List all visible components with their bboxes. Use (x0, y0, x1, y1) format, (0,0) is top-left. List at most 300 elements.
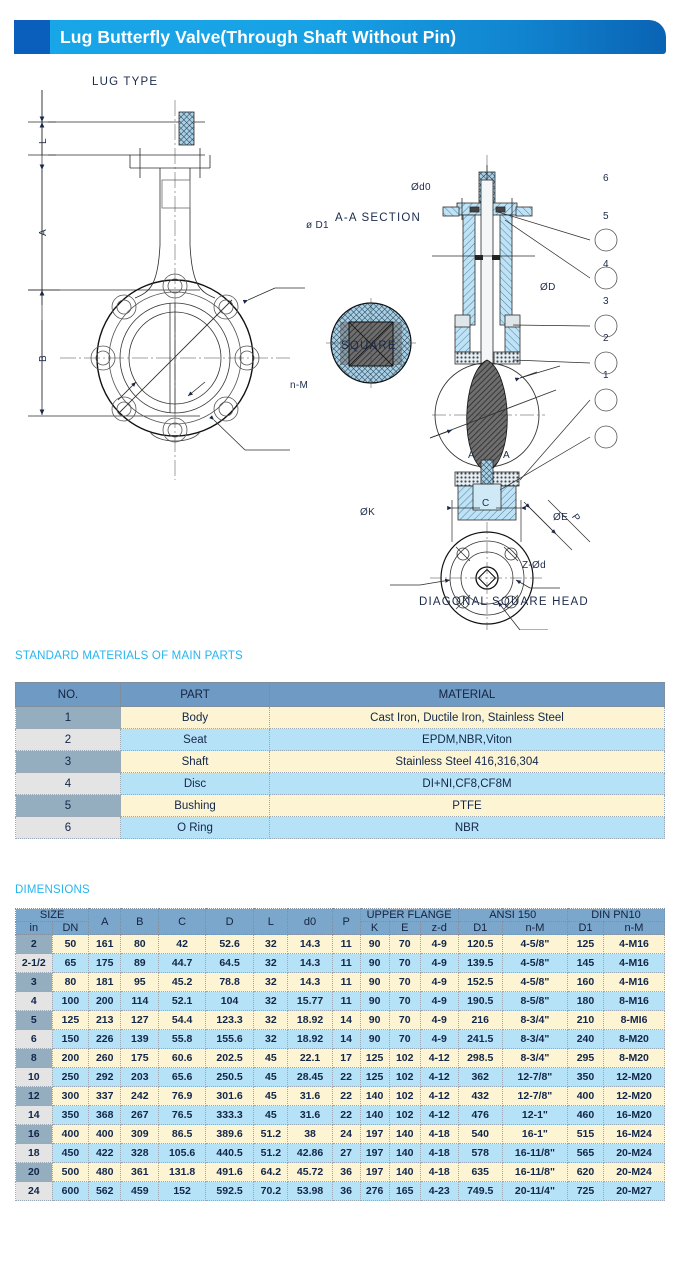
dimension-cell-D: 250.5 (205, 1068, 253, 1087)
dimension-cell-A: 480 (89, 1163, 121, 1182)
callout-6-text: 6 (603, 173, 609, 184)
dimensions-section-title: DIMENSIONS (15, 884, 90, 896)
materials-header-no: NO. (16, 683, 121, 707)
dimension-cell-zd: 4-9 (420, 992, 458, 1011)
dim-subheader-in: in (16, 922, 53, 935)
dimension-cell-ansi_nM: 8-5/8" (502, 992, 567, 1011)
dimension-cell-K: 125 (360, 1049, 389, 1068)
table-row (16, 1030, 665, 1049)
dimension-cell-d0: 18.92 (288, 1030, 332, 1049)
dimension-cell-zd: 4-9 (420, 935, 458, 954)
dimension-cell-A: 562 (89, 1182, 121, 1201)
material-cell-material: DI+NI,CF8,CF8M (270, 773, 665, 795)
dimension-cell-DN: 350 (52, 1106, 89, 1125)
dimension-cell-K: 90 (360, 973, 389, 992)
table-row (16, 1011, 665, 1030)
dimension-cell-K: 90 (360, 935, 389, 954)
dim-header-L: L (254, 909, 288, 935)
dimension-cell-ansi_D1: 635 (458, 1163, 502, 1182)
dimension-cell-B: 242 (121, 1087, 159, 1106)
dimension-cell-ansi_D1: 152.5 (458, 973, 502, 992)
table-row (16, 1068, 665, 1087)
dimension-cell-B: 361 (121, 1163, 159, 1182)
dimension-cell-K: 197 (360, 1125, 389, 1144)
dim-label-C: C (482, 498, 490, 509)
dimension-cell-din_nM: 8-MI6 (604, 1011, 665, 1030)
dimension-cell-zd: 4-9 (420, 1011, 458, 1030)
dimension-cell-zd: 4-18 (420, 1163, 458, 1182)
dimension-cell-C: 45.2 (159, 973, 205, 992)
dimension-cell-d0: 14.3 (288, 935, 332, 954)
dim-label-A: A (38, 229, 49, 236)
materials-table (15, 682, 665, 839)
dim-header-B: B (121, 909, 159, 935)
dimension-cell-A: 400 (89, 1125, 121, 1144)
dim-label-P: P (568, 512, 583, 525)
dimension-cell-ansi_nM: 20-11/4" (502, 1182, 567, 1201)
section-marker-right-text: A (503, 450, 510, 461)
dimension-cell-in: 3 (16, 973, 53, 992)
material-cell-material: EPDM,NBR,Viton (270, 729, 665, 751)
dim-header-upper-flange: UPPER FLANGE (360, 909, 458, 922)
dimension-cell-zd: 4-18 (420, 1144, 458, 1163)
dimension-cell-d0: 28.45 (288, 1068, 332, 1087)
dimension-cell-B: 89 (121, 954, 159, 973)
dimension-cell-din_nM: 4-M16 (604, 935, 665, 954)
dimension-cell-ansi_nM: 16-1" (502, 1125, 567, 1144)
dimension-cell-L: 32 (254, 1030, 288, 1049)
material-cell-part: Bushing (121, 795, 270, 817)
dim-subheader-din-nm: n-M (604, 922, 665, 935)
dimension-cell-zd: 4-12 (420, 1106, 458, 1125)
dim-subheader-ansi-nm: n-M (502, 922, 567, 935)
materials-header-part: PART (121, 683, 270, 707)
dimension-cell-K: 125 (360, 1068, 389, 1087)
dimension-cell-K: 197 (360, 1144, 389, 1163)
table-row (16, 954, 665, 973)
dimension-cell-K: 276 (360, 1182, 389, 1201)
dimension-cell-D: 491.6 (205, 1163, 253, 1182)
dimension-cell-in: 10 (16, 1068, 53, 1087)
dim-header-A: A (89, 909, 121, 935)
dimension-cell-E: 70 (389, 954, 420, 973)
dimension-cell-A: 226 (89, 1030, 121, 1049)
dimension-cell-P: 17 (332, 1049, 360, 1068)
dimension-cell-K: 90 (360, 1011, 389, 1030)
aa-section-label: A-A SECTION (335, 212, 422, 224)
dimension-cell-D: 301.6 (205, 1087, 253, 1106)
material-cell-material: Stainless Steel 416,316,304 (270, 751, 665, 773)
dimension-cell-E: 70 (389, 992, 420, 1011)
materials-header-material: MATERIAL (270, 683, 665, 707)
dimension-cell-din_D1: 565 (567, 1144, 603, 1163)
dimension-cell-B: 80 (121, 935, 159, 954)
dimension-cell-in: 5 (16, 1011, 53, 1030)
dimension-cell-DN: 150 (52, 1030, 89, 1049)
dimension-cell-P: 11 (332, 992, 360, 1011)
dimension-cell-D: 155.6 (205, 1030, 253, 1049)
dimension-cell-din_D1: 160 (567, 973, 603, 992)
dimension-cell-E: 140 (389, 1163, 420, 1182)
dimension-cell-D: 52.6 (205, 935, 253, 954)
label-Zd: Z-Ød (522, 560, 546, 571)
dimension-cell-K: 90 (360, 954, 389, 973)
square-label: SQUARE (341, 340, 397, 352)
dimension-cell-din_nM: 20-M24 (604, 1163, 665, 1182)
dimension-cell-L: 70.2 (254, 1182, 288, 1201)
table-row (16, 1049, 665, 1068)
dimension-cell-in: 24 (16, 1182, 53, 1201)
dim-subheader-E: E (389, 922, 420, 935)
dimension-cell-P: 22 (332, 1106, 360, 1125)
dimension-cell-in: 4 (16, 992, 53, 1011)
dimension-cell-zd: 4-9 (420, 1030, 458, 1049)
material-cell-no: 5 (16, 795, 121, 817)
dimension-cell-B: 175 (121, 1049, 159, 1068)
dimension-cell-din_D1: 180 (567, 992, 603, 1011)
dimension-cell-P: 14 (332, 1030, 360, 1049)
table-row (16, 773, 665, 795)
dimension-cell-din_nM: 12-M20 (604, 1087, 665, 1106)
dim-subheader-din-d1: D1 (567, 922, 603, 935)
material-cell-part: Disc (121, 773, 270, 795)
material-cell-part: Shaft (121, 751, 270, 773)
dimension-cell-E: 140 (389, 1125, 420, 1144)
dimension-cell-K: 140 (360, 1087, 389, 1106)
dimension-cell-din_nM: 8-M20 (604, 1049, 665, 1068)
dimension-cell-P: 22 (332, 1068, 360, 1087)
dimension-cell-A: 260 (89, 1049, 121, 1068)
dimension-cell-ansi_D1: 432 (458, 1087, 502, 1106)
dimension-cell-C: 42 (159, 935, 205, 954)
dimension-cell-d0: 31.6 (288, 1087, 332, 1106)
dimension-cell-B: 127 (121, 1011, 159, 1030)
dimension-cell-L: 64.2 (254, 1163, 288, 1182)
dimension-cell-DN: 200 (52, 1049, 89, 1068)
dimension-cell-din_D1: 295 (567, 1049, 603, 1068)
material-cell-no: 6 (16, 817, 121, 839)
label-nM: n-M (290, 380, 309, 391)
dimension-cell-din_D1: 400 (567, 1087, 603, 1106)
dimension-cell-d0: 14.3 (288, 973, 332, 992)
valve-drawing-svg (0, 60, 680, 630)
dimension-cell-B: 309 (121, 1125, 159, 1144)
callout-1-text: 1 (603, 370, 609, 381)
table-row (16, 751, 665, 773)
dimension-cell-C: 52.1 (159, 992, 205, 1011)
dimension-cell-P: 11 (332, 973, 360, 992)
dim-header-P: P (332, 909, 360, 935)
material-cell-no: 4 (16, 773, 121, 795)
dimension-cell-in: 2 (16, 935, 53, 954)
callout-5-text: 5 (603, 211, 609, 222)
dimension-cell-A: 161 (89, 935, 121, 954)
dimension-cell-in: 20 (16, 1163, 53, 1182)
table-row (16, 1106, 665, 1125)
dimension-cell-K: 90 (360, 1030, 389, 1049)
table-row (16, 1182, 665, 1201)
dimension-cell-DN: 80 (52, 973, 89, 992)
dimension-cell-B: 328 (121, 1144, 159, 1163)
dimension-cell-L: 45 (254, 1087, 288, 1106)
dimension-cell-L: 51.2 (254, 1144, 288, 1163)
dimension-cell-A: 213 (89, 1011, 121, 1030)
dimension-cell-D: 78.8 (205, 973, 253, 992)
dimension-cell-A: 200 (89, 992, 121, 1011)
dimension-cell-DN: 500 (52, 1163, 89, 1182)
dimension-cell-A: 337 (89, 1087, 121, 1106)
label-K: ØK (360, 507, 376, 518)
dimension-cell-C: 76.9 (159, 1087, 205, 1106)
dimension-cell-ansi_D1: 298.5 (458, 1049, 502, 1068)
dimension-cell-P: 11 (332, 954, 360, 973)
table-row (16, 1163, 665, 1182)
dimension-cell-ansi_nM: 4-5/8" (502, 935, 567, 954)
dimension-cell-ansi_D1: 476 (458, 1106, 502, 1125)
dimension-cell-ansi_nM: 12-7/8" (502, 1087, 567, 1106)
dimension-cell-zd: 4-18 (420, 1125, 458, 1144)
dimension-cell-din_nM: 4-M16 (604, 954, 665, 973)
dimension-cell-ansi_nM: 8-3/4" (502, 1011, 567, 1030)
dimension-cell-D: 333.3 (205, 1106, 253, 1125)
material-cell-no: 1 (16, 707, 121, 729)
material-cell-no: 3 (16, 751, 121, 773)
dimension-cell-d0: 42.86 (288, 1144, 332, 1163)
dimension-cell-C: 152 (159, 1182, 205, 1201)
table-row (16, 1125, 665, 1144)
dimension-cell-d0: 14.3 (288, 954, 332, 973)
dim-subheader-K: K (360, 922, 389, 935)
dimension-cell-K: 197 (360, 1163, 389, 1182)
dimension-cell-E: 165 (389, 1182, 420, 1201)
dimension-cell-D: 202.5 (205, 1049, 253, 1068)
dimension-cell-ansi_D1: 241.5 (458, 1030, 502, 1049)
dimension-cell-C: 55.8 (159, 1030, 205, 1049)
dimension-cell-K: 140 (360, 1106, 389, 1125)
dimension-cell-E: 70 (389, 935, 420, 954)
diagonal-square-head-label: DIAGONAL SQUARE HEAD (419, 596, 589, 608)
technical-drawing (0, 60, 680, 630)
dimension-cell-din_nM: 20-M24 (604, 1144, 665, 1163)
dimension-cell-E: 102 (389, 1106, 420, 1125)
dimension-cell-L: 45 (254, 1068, 288, 1087)
table-row (16, 707, 665, 729)
dimensions-table (15, 908, 665, 1201)
table-row (16, 729, 665, 751)
dimension-cell-E: 140 (389, 1144, 420, 1163)
dimension-cell-P: 14 (332, 1011, 360, 1030)
dimension-cell-C: 131.8 (159, 1163, 205, 1182)
dim-header-d0: d0 (288, 909, 332, 935)
dimension-cell-din_nM: 4-M16 (604, 973, 665, 992)
dimension-cell-DN: 300 (52, 1087, 89, 1106)
dimension-cell-ansi_D1: 578 (458, 1144, 502, 1163)
dim-header-din-pn10: DIN PN10 (567, 909, 664, 922)
label-d0: Ød0 (411, 182, 431, 193)
dimension-cell-ansi_D1: 190.5 (458, 992, 502, 1011)
dimension-cell-d0: 38 (288, 1125, 332, 1144)
callout-2-text: 2 (603, 333, 609, 344)
dimension-cell-A: 175 (89, 954, 121, 973)
dimension-cell-ansi_nM: 4-5/8" (502, 973, 567, 992)
dimension-cell-L: 32 (254, 973, 288, 992)
dimension-cell-D: 123.3 (205, 1011, 253, 1030)
dimension-cell-ansi_nM: 8-3/4" (502, 1049, 567, 1068)
dimension-cell-P: 11 (332, 935, 360, 954)
table-row (16, 1144, 665, 1163)
dimension-cell-L: 51.2 (254, 1125, 288, 1144)
dimension-cell-d0: 15.77 (288, 992, 332, 1011)
dimension-cell-din_D1: 515 (567, 1125, 603, 1144)
dimension-cell-P: 36 (332, 1163, 360, 1182)
dimension-cell-D: 389.6 (205, 1125, 253, 1144)
dimension-cell-d0: 22.1 (288, 1049, 332, 1068)
dimension-cell-E: 102 (389, 1049, 420, 1068)
materials-section-title: STANDARD MATERIALS OF MAIN PARTS (15, 650, 243, 662)
dimension-cell-ansi_D1: 362 (458, 1068, 502, 1087)
dimension-cell-in: 12 (16, 1087, 53, 1106)
table-row (16, 795, 665, 817)
dimension-cell-din_D1: 725 (567, 1182, 603, 1201)
dimension-cell-B: 95 (121, 973, 159, 992)
material-cell-material: Cast Iron, Ductile Iron, Stainless Steel (270, 707, 665, 729)
label-D: ØD (540, 282, 556, 293)
dimension-cell-zd: 4-12 (420, 1087, 458, 1106)
dimension-cell-din_nM: 20-M27 (604, 1182, 665, 1201)
dimension-cell-zd: 4-9 (420, 973, 458, 992)
dimension-cell-DN: 100 (52, 992, 89, 1011)
dimension-cell-P: 36 (332, 1182, 360, 1201)
dimensions-header-row-1 (16, 909, 665, 922)
dimension-cell-C: 54.4 (159, 1011, 205, 1030)
dimension-cell-C: 105.6 (159, 1144, 205, 1163)
dimension-cell-D: 104 (205, 992, 253, 1011)
dimension-cell-C: 60.6 (159, 1049, 205, 1068)
dim-label-B: B (38, 355, 49, 362)
dimension-cell-d0: 31.6 (288, 1106, 332, 1125)
dimension-cell-d0: 45.72 (288, 1163, 332, 1182)
dimension-cell-din_nM: 8-M20 (604, 1030, 665, 1049)
dimension-cell-D: 64.5 (205, 954, 253, 973)
material-cell-part: Seat (121, 729, 270, 751)
material-cell-material: PTFE (270, 795, 665, 817)
section-marker-left-text: A (468, 450, 475, 461)
banner-left-cap (14, 20, 50, 54)
dimension-cell-L: 32 (254, 1011, 288, 1030)
table-row (16, 992, 665, 1011)
dimension-cell-d0: 53.98 (288, 1182, 332, 1201)
dimension-cell-ansi_nM: 8-3/4" (502, 1030, 567, 1049)
dimension-cell-L: 32 (254, 935, 288, 954)
dimension-cell-DN: 65 (52, 954, 89, 973)
table-row (16, 973, 665, 992)
dimension-cell-D: 592.5 (205, 1182, 253, 1201)
dimension-cell-in: 2-1/2 (16, 954, 53, 973)
dimension-cell-E: 102 (389, 1087, 420, 1106)
dimension-cell-C: 76.5 (159, 1106, 205, 1125)
dim-label-L: L (38, 138, 49, 144)
dimension-cell-din_D1: 460 (567, 1106, 603, 1125)
dimension-cell-A: 181 (89, 973, 121, 992)
dimension-cell-d0: 18.92 (288, 1011, 332, 1030)
dimension-cell-C: 86.5 (159, 1125, 205, 1144)
dimension-cell-L: 32 (254, 954, 288, 973)
material-cell-part: Body (121, 707, 270, 729)
dimension-cell-din_D1: 125 (567, 935, 603, 954)
dimension-cell-B: 459 (121, 1182, 159, 1201)
table-row (16, 817, 665, 839)
dimension-cell-din_D1: 210 (567, 1011, 603, 1030)
dim-header-C: C (159, 909, 205, 935)
dimension-cell-ansi_nM: 16-11/8" (502, 1163, 567, 1182)
dimension-cell-A: 422 (89, 1144, 121, 1163)
dimension-cell-din_nM: 12-M20 (604, 1068, 665, 1087)
dimension-cell-in: 18 (16, 1144, 53, 1163)
dimension-cell-ansi_nM: 12-7/8" (502, 1068, 567, 1087)
dimension-cell-DN: 600 (52, 1182, 89, 1201)
dimension-cell-ansi_nM: 12-1" (502, 1106, 567, 1125)
dim-header-ansi150: ANSI 150 (458, 909, 567, 922)
dimension-cell-E: 70 (389, 1011, 420, 1030)
dimension-cell-din_D1: 350 (567, 1068, 603, 1087)
dimension-cell-ansi_nM: 16-11/8" (502, 1144, 567, 1163)
dimension-cell-zd: 4-9 (420, 954, 458, 973)
label-E: ØE (553, 512, 569, 523)
dimension-cell-B: 114 (121, 992, 159, 1011)
dimension-cell-zd: 4-12 (420, 1049, 458, 1068)
dimension-cell-E: 102 (389, 1068, 420, 1087)
dimension-cell-ansi_D1: 139.5 (458, 954, 502, 973)
material-cell-material: NBR (270, 817, 665, 839)
material-cell-part: O Ring (121, 817, 270, 839)
dimension-cell-P: 27 (332, 1144, 360, 1163)
dimension-cell-D: 440.5 (205, 1144, 253, 1163)
dim-subheader-dn: DN (52, 922, 89, 935)
dimension-cell-ansi_D1: 216 (458, 1011, 502, 1030)
dimension-cell-zd: 4-12 (420, 1068, 458, 1087)
dimension-cell-din_D1: 240 (567, 1030, 603, 1049)
table-row (16, 935, 665, 954)
table-row (16, 1087, 665, 1106)
dimension-cell-zd: 4-23 (420, 1182, 458, 1201)
callout-4-text: 4 (603, 259, 609, 270)
dimension-cell-C: 44.7 (159, 954, 205, 973)
dimension-cell-K: 90 (360, 992, 389, 1011)
dimension-cell-din_nM: 16-M20 (604, 1106, 665, 1125)
callout-3-text: 3 (603, 296, 609, 307)
dimension-cell-din_D1: 145 (567, 954, 603, 973)
materials-header-row (16, 683, 665, 707)
dimension-cell-P: 24 (332, 1125, 360, 1144)
page-title: Lug Butterfly Valve(Through Shaft Without Pin) (60, 27, 457, 47)
dimension-cell-din_D1: 620 (567, 1163, 603, 1182)
dim-subheader-zd: z-d (420, 922, 458, 935)
dimension-cell-ansi_D1: 120.5 (458, 935, 502, 954)
dimension-cell-L: 32 (254, 992, 288, 1011)
dimension-cell-in: 8 (16, 1049, 53, 1068)
dimension-cell-in: 6 (16, 1030, 53, 1049)
dimension-cell-C: 65.6 (159, 1068, 205, 1087)
dimension-cell-A: 292 (89, 1068, 121, 1087)
dim-subheader-ansi-d1: D1 (458, 922, 502, 935)
dimension-cell-DN: 125 (52, 1011, 89, 1030)
dimension-cell-ansi_D1: 540 (458, 1125, 502, 1144)
dimension-cell-DN: 50 (52, 935, 89, 954)
dimension-cell-DN: 400 (52, 1125, 89, 1144)
dimension-cell-ansi_D1: 749.5 (458, 1182, 502, 1201)
dimension-cell-E: 70 (389, 1030, 420, 1049)
dimension-cell-DN: 450 (52, 1144, 89, 1163)
